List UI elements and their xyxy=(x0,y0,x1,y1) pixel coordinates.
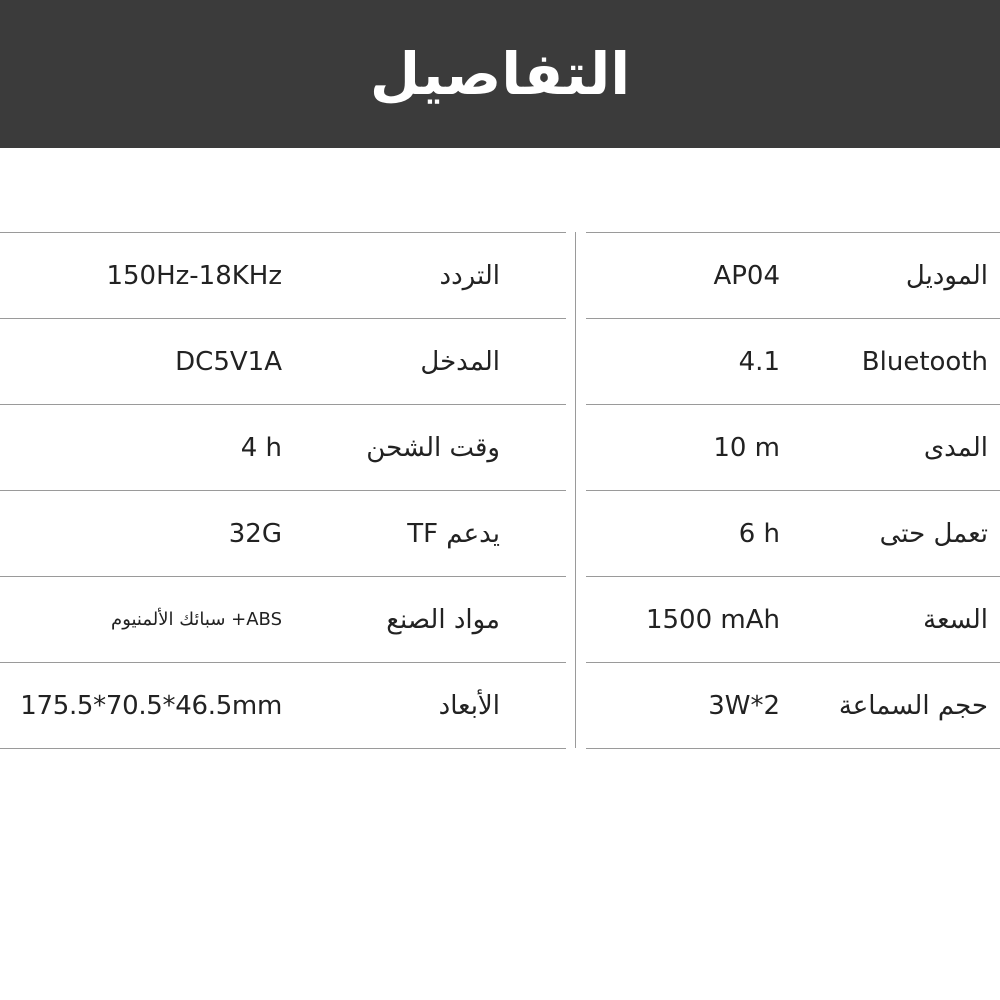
spec-row-charging-time xyxy=(0,404,566,490)
spec-row-range xyxy=(586,404,1000,490)
page-title: التفاصيل xyxy=(369,40,631,108)
spec-row-playtime xyxy=(586,490,1000,576)
spec-label: مواد الصنع xyxy=(386,605,500,635)
spec-row-capacity xyxy=(586,576,1000,662)
spec-row-input xyxy=(0,318,566,404)
spec-value: 6 h xyxy=(738,519,780,549)
spec-row-tf-support xyxy=(0,490,566,576)
spec-row-speaker-size xyxy=(586,662,1000,749)
spec-value: 32G xyxy=(228,519,282,549)
column-divider xyxy=(575,232,576,748)
spec-value: 3W*2 xyxy=(708,691,780,721)
spec-label: حجم السماعة xyxy=(838,691,988,721)
spec-value: 1500 mAh xyxy=(645,605,780,635)
spec-label: الأبعاد xyxy=(438,691,500,721)
spec-label: Bluetooth xyxy=(861,347,988,377)
specs-table-left xyxy=(0,232,566,749)
spec-value: ABS+ سبائك الألمنيوم xyxy=(111,609,282,630)
spec-label: المدى xyxy=(923,433,988,463)
specs-table-right xyxy=(586,232,1000,749)
spec-label: التردد xyxy=(439,261,500,291)
spec-value: 4 h xyxy=(240,433,282,463)
spec-row-materials xyxy=(0,576,566,662)
spec-row-frequency xyxy=(0,232,566,318)
header-banner xyxy=(0,0,1000,148)
spec-row-bluetooth xyxy=(586,318,1000,404)
spec-value: AP04 xyxy=(713,261,780,291)
spec-value: 10 m xyxy=(713,433,780,463)
spec-value: 4.1 xyxy=(738,347,780,377)
spec-label: المدخل xyxy=(420,347,500,377)
spec-value: 175.5*70.5*46.5mm xyxy=(20,691,282,721)
spec-value: 150Hz-18KHz xyxy=(106,261,282,291)
spec-label: وقت الشحن xyxy=(366,433,500,463)
spec-label: يدعم TF xyxy=(407,519,500,549)
spec-label: السعة xyxy=(923,605,988,635)
spec-label: تعمل حتى xyxy=(879,519,988,549)
spec-row-model xyxy=(586,232,1000,318)
spec-label: الموديل xyxy=(905,261,988,291)
spec-row-dimensions xyxy=(0,662,566,749)
spec-value: DC5V1A xyxy=(175,347,282,377)
